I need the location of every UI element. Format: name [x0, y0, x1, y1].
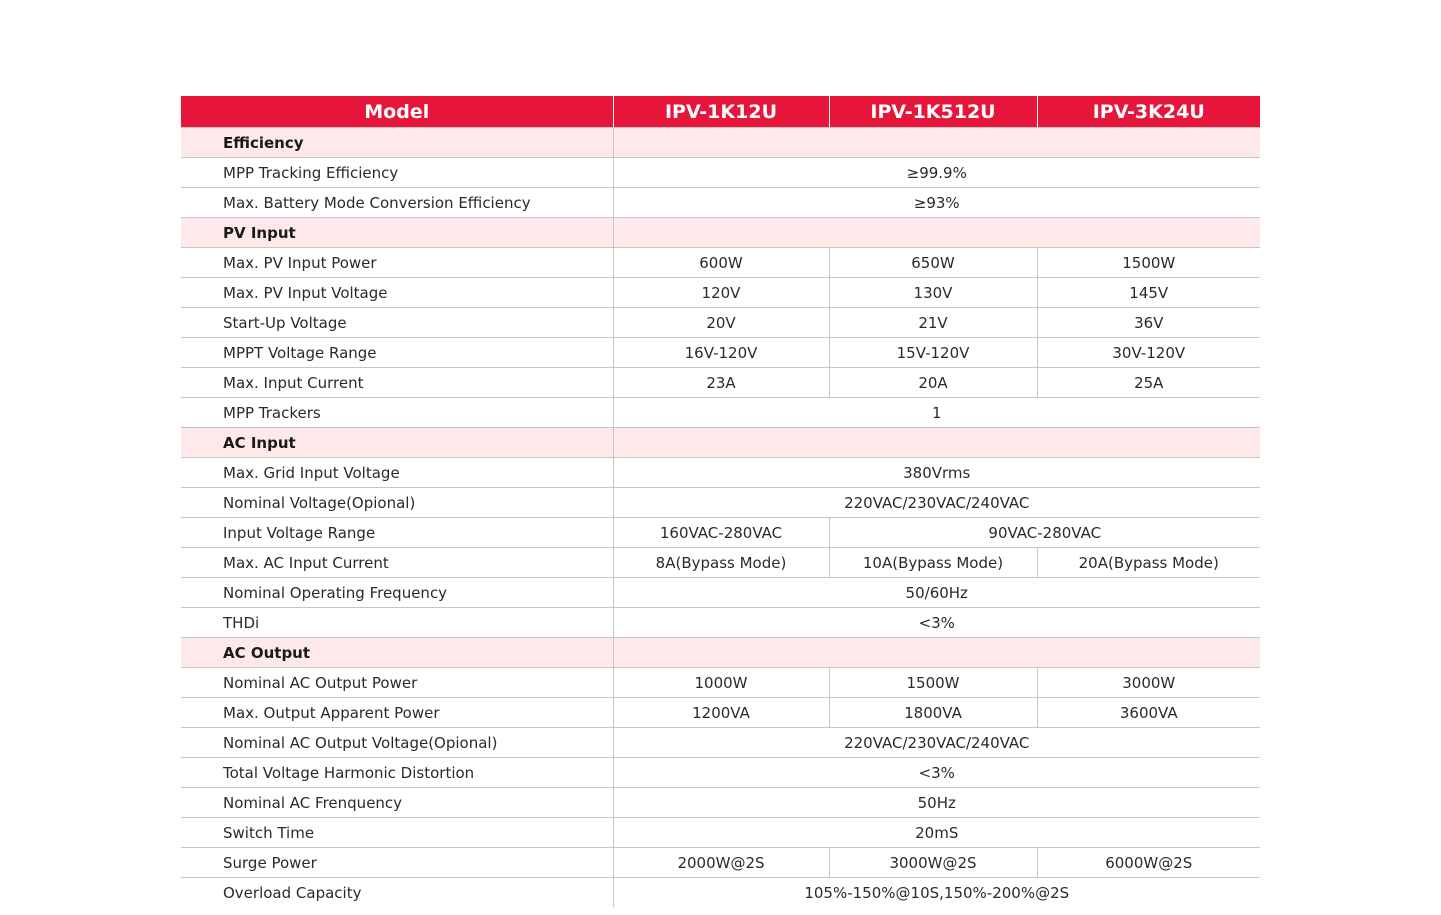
value-cell: 20A: [829, 368, 1037, 398]
value-cell: 50/60Hz: [613, 578, 1260, 608]
table-row: [181, 488, 1260, 518]
table-row: [181, 308, 1260, 338]
section-row: [181, 128, 1260, 158]
value-cell: <3%: [613, 758, 1260, 788]
parameter-label: Switch Time: [181, 818, 613, 848]
header-ipv-1k12u: IPV-1K12U: [613, 96, 829, 128]
parameter-label: Input Voltage Range: [181, 518, 613, 548]
parameter-label: Start-Up Voltage: [181, 308, 613, 338]
table-row: [181, 608, 1260, 638]
value-cell: 20V: [613, 308, 829, 338]
table-row: [181, 368, 1260, 398]
section-empty-cell: [613, 218, 1260, 248]
parameter-label: Max. AC Input Current: [181, 548, 613, 578]
value-cell: 16V-120V: [613, 338, 829, 368]
value-cell: 8A(Bypass Mode): [613, 548, 829, 578]
table-row: [181, 578, 1260, 608]
value-cell: 130V: [829, 278, 1037, 308]
value-cell: 23A: [613, 368, 829, 398]
table-row: [181, 668, 1260, 698]
section-row: [181, 218, 1260, 248]
spec-table: [181, 96, 1260, 907]
value-cell: 1200VA: [613, 698, 829, 728]
parameter-label: Overload Capacity: [181, 878, 613, 908]
section-row: [181, 428, 1260, 458]
value-cell: 1: [613, 398, 1260, 428]
table-row: [181, 398, 1260, 428]
table-header: [181, 96, 1260, 128]
header-ipv-3k24u: IPV-3K24U: [1037, 96, 1260, 128]
parameter-label: Total Voltage Harmonic Distortion: [181, 758, 613, 788]
value-cell: 1500W: [829, 668, 1037, 698]
parameter-label: Nominal AC Frenquency: [181, 788, 613, 818]
parameter-label: Max. Grid Input Voltage: [181, 458, 613, 488]
table-row: [181, 158, 1260, 188]
table-row: [181, 518, 1260, 548]
parameter-label: THDi: [181, 608, 613, 638]
value-cell: 3000W: [1037, 668, 1260, 698]
value-cell: 1000W: [613, 668, 829, 698]
table-row: [181, 698, 1260, 728]
value-cell: 10A(Bypass Mode): [829, 548, 1037, 578]
value-cell: 36V: [1037, 308, 1260, 338]
value-cell: 20mS: [613, 818, 1260, 848]
section-label: PV Input: [181, 218, 613, 248]
value-cell: 160VAC-280VAC: [613, 518, 829, 548]
table-row: [181, 848, 1260, 878]
table-row: [181, 338, 1260, 368]
value-cell: 30V-120V: [1037, 338, 1260, 368]
parameter-label: MPPT Voltage Range: [181, 338, 613, 368]
value-cell: 380Vrms: [613, 458, 1260, 488]
value-cell: 3000W@2S: [829, 848, 1037, 878]
value-cell: 120V: [613, 278, 829, 308]
value-cell: 600W: [613, 248, 829, 278]
header-ipv-1k512u: IPV-1K512U: [829, 96, 1037, 128]
parameter-label: Surge Power: [181, 848, 613, 878]
value-cell: ≥99.9%: [613, 158, 1260, 188]
table-row: [181, 188, 1260, 218]
parameter-label: Nominal AC Output Power: [181, 668, 613, 698]
value-cell: 2000W@2S: [613, 848, 829, 878]
value-cell: 105%-150%@10S,150%-200%@2S: [613, 878, 1260, 908]
value-cell: ≥93%: [613, 188, 1260, 218]
table-row: [181, 728, 1260, 758]
section-empty-cell: [613, 638, 1260, 668]
table-row: [181, 788, 1260, 818]
section-label: AC Output: [181, 638, 613, 668]
header-model: Model: [181, 96, 613, 128]
value-cell: <3%: [613, 608, 1260, 638]
table-row: [181, 458, 1260, 488]
section-label: AC Input: [181, 428, 613, 458]
section-label: Efficiency: [181, 128, 613, 158]
parameter-label: Max. PV Input Power: [181, 248, 613, 278]
value-cell: 220VAC/230VAC/240VAC: [613, 488, 1260, 518]
parameter-label: MPP Tracking Efficiency: [181, 158, 613, 188]
value-cell: 145V: [1037, 278, 1260, 308]
parameter-label: Max. Battery Mode Conversion Efficiency: [181, 188, 613, 218]
parameter-label: MPP Trackers: [181, 398, 613, 428]
value-cell: 1500W: [1037, 248, 1260, 278]
parameter-label: Nominal AC Output Voltage(Opional): [181, 728, 613, 758]
section-row: [181, 638, 1260, 668]
table-row: [181, 548, 1260, 578]
value-cell: 1800VA: [829, 698, 1037, 728]
value-cell: 6000W@2S: [1037, 848, 1260, 878]
parameter-label: Nominal Voltage(Opional): [181, 488, 613, 518]
value-cell: 50Hz: [613, 788, 1260, 818]
value-cell: 15V-120V: [829, 338, 1037, 368]
table-row: [181, 818, 1260, 848]
value-cell: 3600VA: [1037, 698, 1260, 728]
parameter-label: Max. Output Apparent Power: [181, 698, 613, 728]
section-empty-cell: [613, 128, 1260, 158]
table-row: [181, 878, 1260, 908]
parameter-label: Nominal Operating Frequency: [181, 578, 613, 608]
parameter-label: Max. Input Current: [181, 368, 613, 398]
value-cell: 220VAC/230VAC/240VAC: [613, 728, 1260, 758]
parameter-label: Max. PV Input Voltage: [181, 278, 613, 308]
table-row: [181, 278, 1260, 308]
value-cell: 650W: [829, 248, 1037, 278]
value-cell: 25A: [1037, 368, 1260, 398]
table-body: [181, 128, 1260, 908]
section-empty-cell: [613, 428, 1260, 458]
header-row: [181, 96, 1260, 128]
table-row: [181, 758, 1260, 788]
value-cell: 20A(Bypass Mode): [1037, 548, 1260, 578]
value-cell: 90VAC-280VAC: [829, 518, 1260, 548]
table-row: [181, 248, 1260, 278]
value-cell: 21V: [829, 308, 1037, 338]
